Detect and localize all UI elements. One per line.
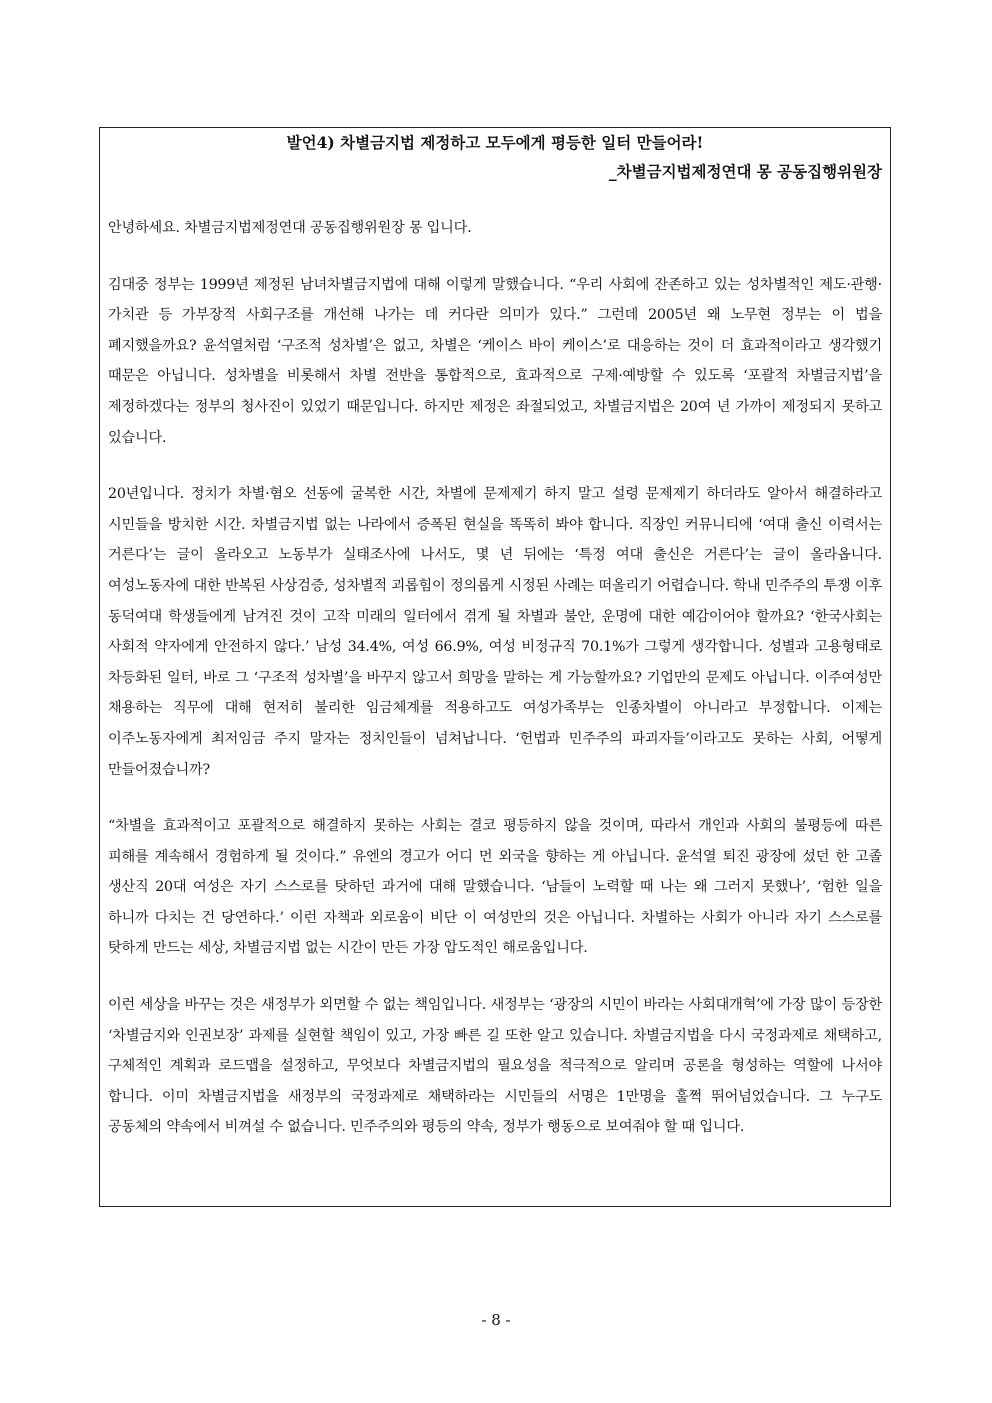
page-number: - 8 - [481, 1311, 511, 1329]
paragraph-twenty-years: 20년입니다. 정치가 차별·혐오 선동에 굴복한 시간, 차별에 문제제기 하지 말고 설령 문제제기 하더라도 알아서 해결하라고 시민들을 방치한 시간. 차별금지법 없는 나라에서 증폭된 현실을 똑똑히 봐야 합니다. 직장인 커뮤니티에 ‘여대 출신 이력서는 거른다’는 글이 올라오고 노동부가 실태조사에 나서도, 몇 년 뒤에는 ‘특정 여대 출신은 거른다’는 글이 올라옵니다. 여성노동자에 대한 반복된 사상검증, 성차별적 괴롭힘이 정의롭게 시정된 사례는 떠올리기 어렵습니다. 학내 민주주의 투쟁 이후 동덕여대 학생들에게 남겨진 것이 고작 미래의 일터에서 겪게 될 차별과 불안, 운명에 대한 예감이어야 할까요? ‘한국사회는 사회적 약자에게 안전하지 않다.’ 남성 34.4%, 여성 66.9%, 여성 비정규직 70.1%가 그렇게 생각합니다. 성별과 고용형태로 차등화된 일터, 바로 그 ‘구조적 성차별’을 바꾸지 않고서 희망을 말하는 게 가능할까요? 기업만의 문제도 아닙니다. 이주여성만 채용하는 직무에 대해 현저히 불리한 임금체계를 적용하고도 여성가족부는 인종차별이 아니라고 부정합니다. 이제는 이주노동자에게 최저임금 주지 말자는 정치인들이 넘쳐납니다. ‘헌법과 민주주의 파괴자들’이라고도 못하는 사회, 어떻게 만들어졌습니까? [108, 486, 882, 778]
speech-title: 발언4) 차별금지법 제정하고 모두에게 평등한 일터 만들어라! [286, 133, 704, 152]
content-box [99, 127, 891, 1207]
speaker-line: _차별금지법제정연대 몽 공동집행위원장 [608, 162, 882, 181]
paragraph-un-warning: “차별을 효과적이고 포괄적으로 해결하지 못하는 사회는 결코 평등하지 않을 것이며, 따라서 개인과 사회의 불평등에 따른 피해를 계속해서 경험하게 될 것이다.” 유엔의 경고가 어디 먼 외국을 향하는 게 아닙니다. 윤석열 퇴진 광장에 섰던 한 고졸 생산직 20대 여성은 자기 스스로를 탓하던 과거에 대해 말했습니다. ‘남들이 노력할 때 나는 왜 그러지 못했나’, ‘험한 일을 하니까 다치는 건 당연하다.’ 이런 자책과 외로움이 비단 이 여성만의 것은 아닙니다. 차별하는 사회가 아니라 자기 스스로를 탓하게 만드는 세상, 차별금지법 없는 시간이 만든 가장 압도적인 해로움입니다. [108, 818, 882, 957]
speech-body [108, 213, 882, 1169]
paragraph-history: 김대중 정부는 1999년 제정된 남녀차별금지법에 대해 이렇게 말했습니다. “우리 사회에 잔존하고 있는 성차별적인 제도·관행·가치관 등 가부장적 사회구조를 개선해 나가는 데 커다란 의미가 있다.” 그런데 2005년 왜 노무현 정부는 이 법을 폐지했을까요? 윤석열처럼 ‘구조적 성차별’은 없고, 차별은 ‘케이스 바이 케이스’로 대응하는 것이 더 효과적이라고 생각했기 때문은 아닙니다. 성차별을 비롯해서 차별 전반을 통합적으로, 효과적으로 구제·예방할 수 있도록 ‘포괄적 차별금지법’을 제정하겠다는 정부의 청사진이 있었기 때문입니다. 하지만 제정은 좌절되었고, 차별금지법은 20여 년 가까이 제정되지 못하고 있습니다. [108, 276, 882, 446]
paragraph-greeting: 안녕하세요. 차별금지법제정연대 공동집행위원장 몽 입니다. [108, 220, 472, 236]
paragraph-new-government: 이런 세상을 바꾸는 것은 새정부가 외면할 수 없는 책임입니다. 새정부는 ‘광장의 시민이 바라는 사회대개혁’에 가장 많이 등장한 ‘차별금지와 인권보장’ 과제를 실현할 책임이 있고, 가장 빠른 길 또한 알고 있습니다. 차별금지법을 다시 국정과제로 채택하고, 구체적인 계획과 로드맵을 설정하고, 무엇보다 차별금지법의 필요성을 적극적으로 알리며 공론을 형성하는 역할에 나서야 합니다. 이미 차별금지법을 새정부의 국정과제로 채택하라는 시민들의 서명은 1만명을 훌쩍 뛰어넘었습니다. 그 누구도 공동체의 약속에서 비껴설 수 없습니다. 민주주의와 평등의 약속, 정부가 행동으로 보여줘야 할 때 입니다. [108, 997, 882, 1136]
